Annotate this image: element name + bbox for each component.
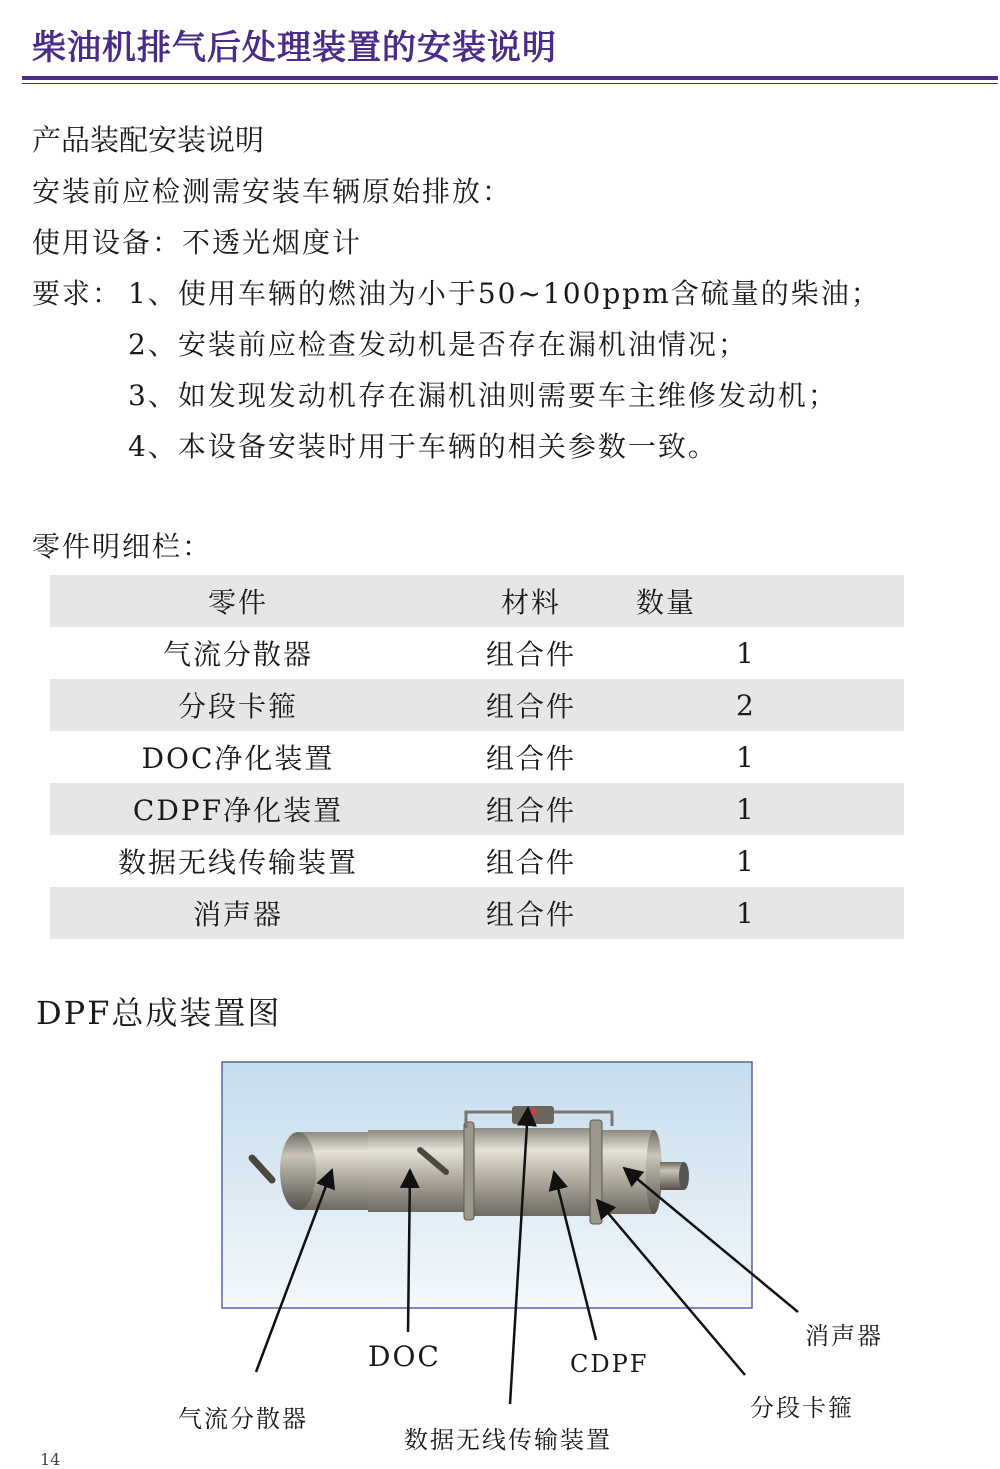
- table-row: [50, 679, 904, 731]
- requirement-item-2: 2、安装前应检查发动机是否存在漏机油情况；: [128, 328, 748, 361]
- cell-material: 组合件: [485, 794, 576, 827]
- intro-line-1: 安装前应检测需安装车辆原始排放：: [32, 175, 513, 208]
- intro-line-2: 使用设备：不透光烟度计: [32, 226, 363, 259]
- diffuser-section: [280, 1132, 370, 1210]
- parts-table: [50, 575, 904, 939]
- outlet-opening: [679, 1162, 689, 1190]
- section-heading: 产品装配安装说明: [32, 123, 265, 157]
- requirement-item-3: 3、如发现发动机存在漏机油则需要车主维修发动机；: [128, 379, 838, 412]
- cell-quantity: 1: [736, 636, 756, 670]
- cdpf-body: [466, 1128, 596, 1216]
- label-diffuser: 气流分散器: [178, 1405, 308, 1433]
- diagram-title: DPF总成装置图: [36, 994, 282, 1032]
- requirement-item-1: 1、使用车辆的燃油为小于50~100ppm含硫量的柴油；: [128, 277, 881, 310]
- muffler-body: [594, 1130, 654, 1214]
- cell-quantity: 2: [736, 688, 756, 722]
- label-cdpf: CDPF: [570, 1350, 649, 1378]
- cell-material: 组合件: [485, 898, 576, 931]
- title-rule-thin: [22, 83, 998, 84]
- label-doc: DOC: [368, 1340, 441, 1373]
- table-row: [50, 835, 904, 887]
- cell-quantity: 1: [736, 844, 756, 878]
- cell-part: 数据无线传输装置: [117, 846, 358, 879]
- segment-clamp-2: [590, 1120, 602, 1224]
- table-row: [50, 731, 904, 783]
- parts-label: 零件明细栏：: [32, 530, 213, 563]
- cell-part: 气流分散器: [162, 638, 313, 671]
- muffler-end-cap: [646, 1130, 662, 1214]
- requirements-label: 要求：: [32, 277, 123, 310]
- page-title: 柴油机排气后处理装置的安装说明: [32, 28, 557, 68]
- cell-quantity: 1: [736, 740, 756, 774]
- header-part: 零件: [207, 586, 268, 619]
- segment-clamp-1: [464, 1122, 474, 1220]
- cell-quantity: 1: [736, 896, 756, 930]
- cell-material: 组合件: [485, 846, 576, 879]
- table-header-row: [50, 575, 904, 627]
- cell-quantity: 1: [736, 792, 756, 826]
- cell-part: 分段卡箍: [177, 690, 298, 723]
- table-row: [50, 627, 904, 679]
- table-row: [50, 783, 904, 835]
- requirement-item-4: 4、本设备安装时用于车辆的相关参数一致。: [128, 430, 718, 463]
- cell-material: 组合件: [485, 690, 576, 723]
- cell-part: 消声器: [192, 898, 283, 931]
- wireless-unit-led: [528, 1108, 538, 1116]
- page-number: 14: [40, 1450, 61, 1469]
- cell-material: 组合件: [485, 638, 576, 671]
- doc-body: [368, 1130, 468, 1212]
- cell-part: CDPF净化装置: [132, 794, 344, 827]
- title-rule-thick: [22, 76, 998, 80]
- header-material: 材料: [500, 586, 561, 619]
- label-clamp: 分段卡箍: [750, 1394, 854, 1422]
- header-quantity: 数量: [636, 586, 697, 619]
- label-wireless: 数据无线传输装置: [404, 1426, 612, 1454]
- label-muffler: 消声器: [805, 1322, 883, 1350]
- table-row: [50, 887, 904, 939]
- cell-part: DOC净化装置: [141, 742, 335, 775]
- cell-material: 组合件: [485, 742, 576, 775]
